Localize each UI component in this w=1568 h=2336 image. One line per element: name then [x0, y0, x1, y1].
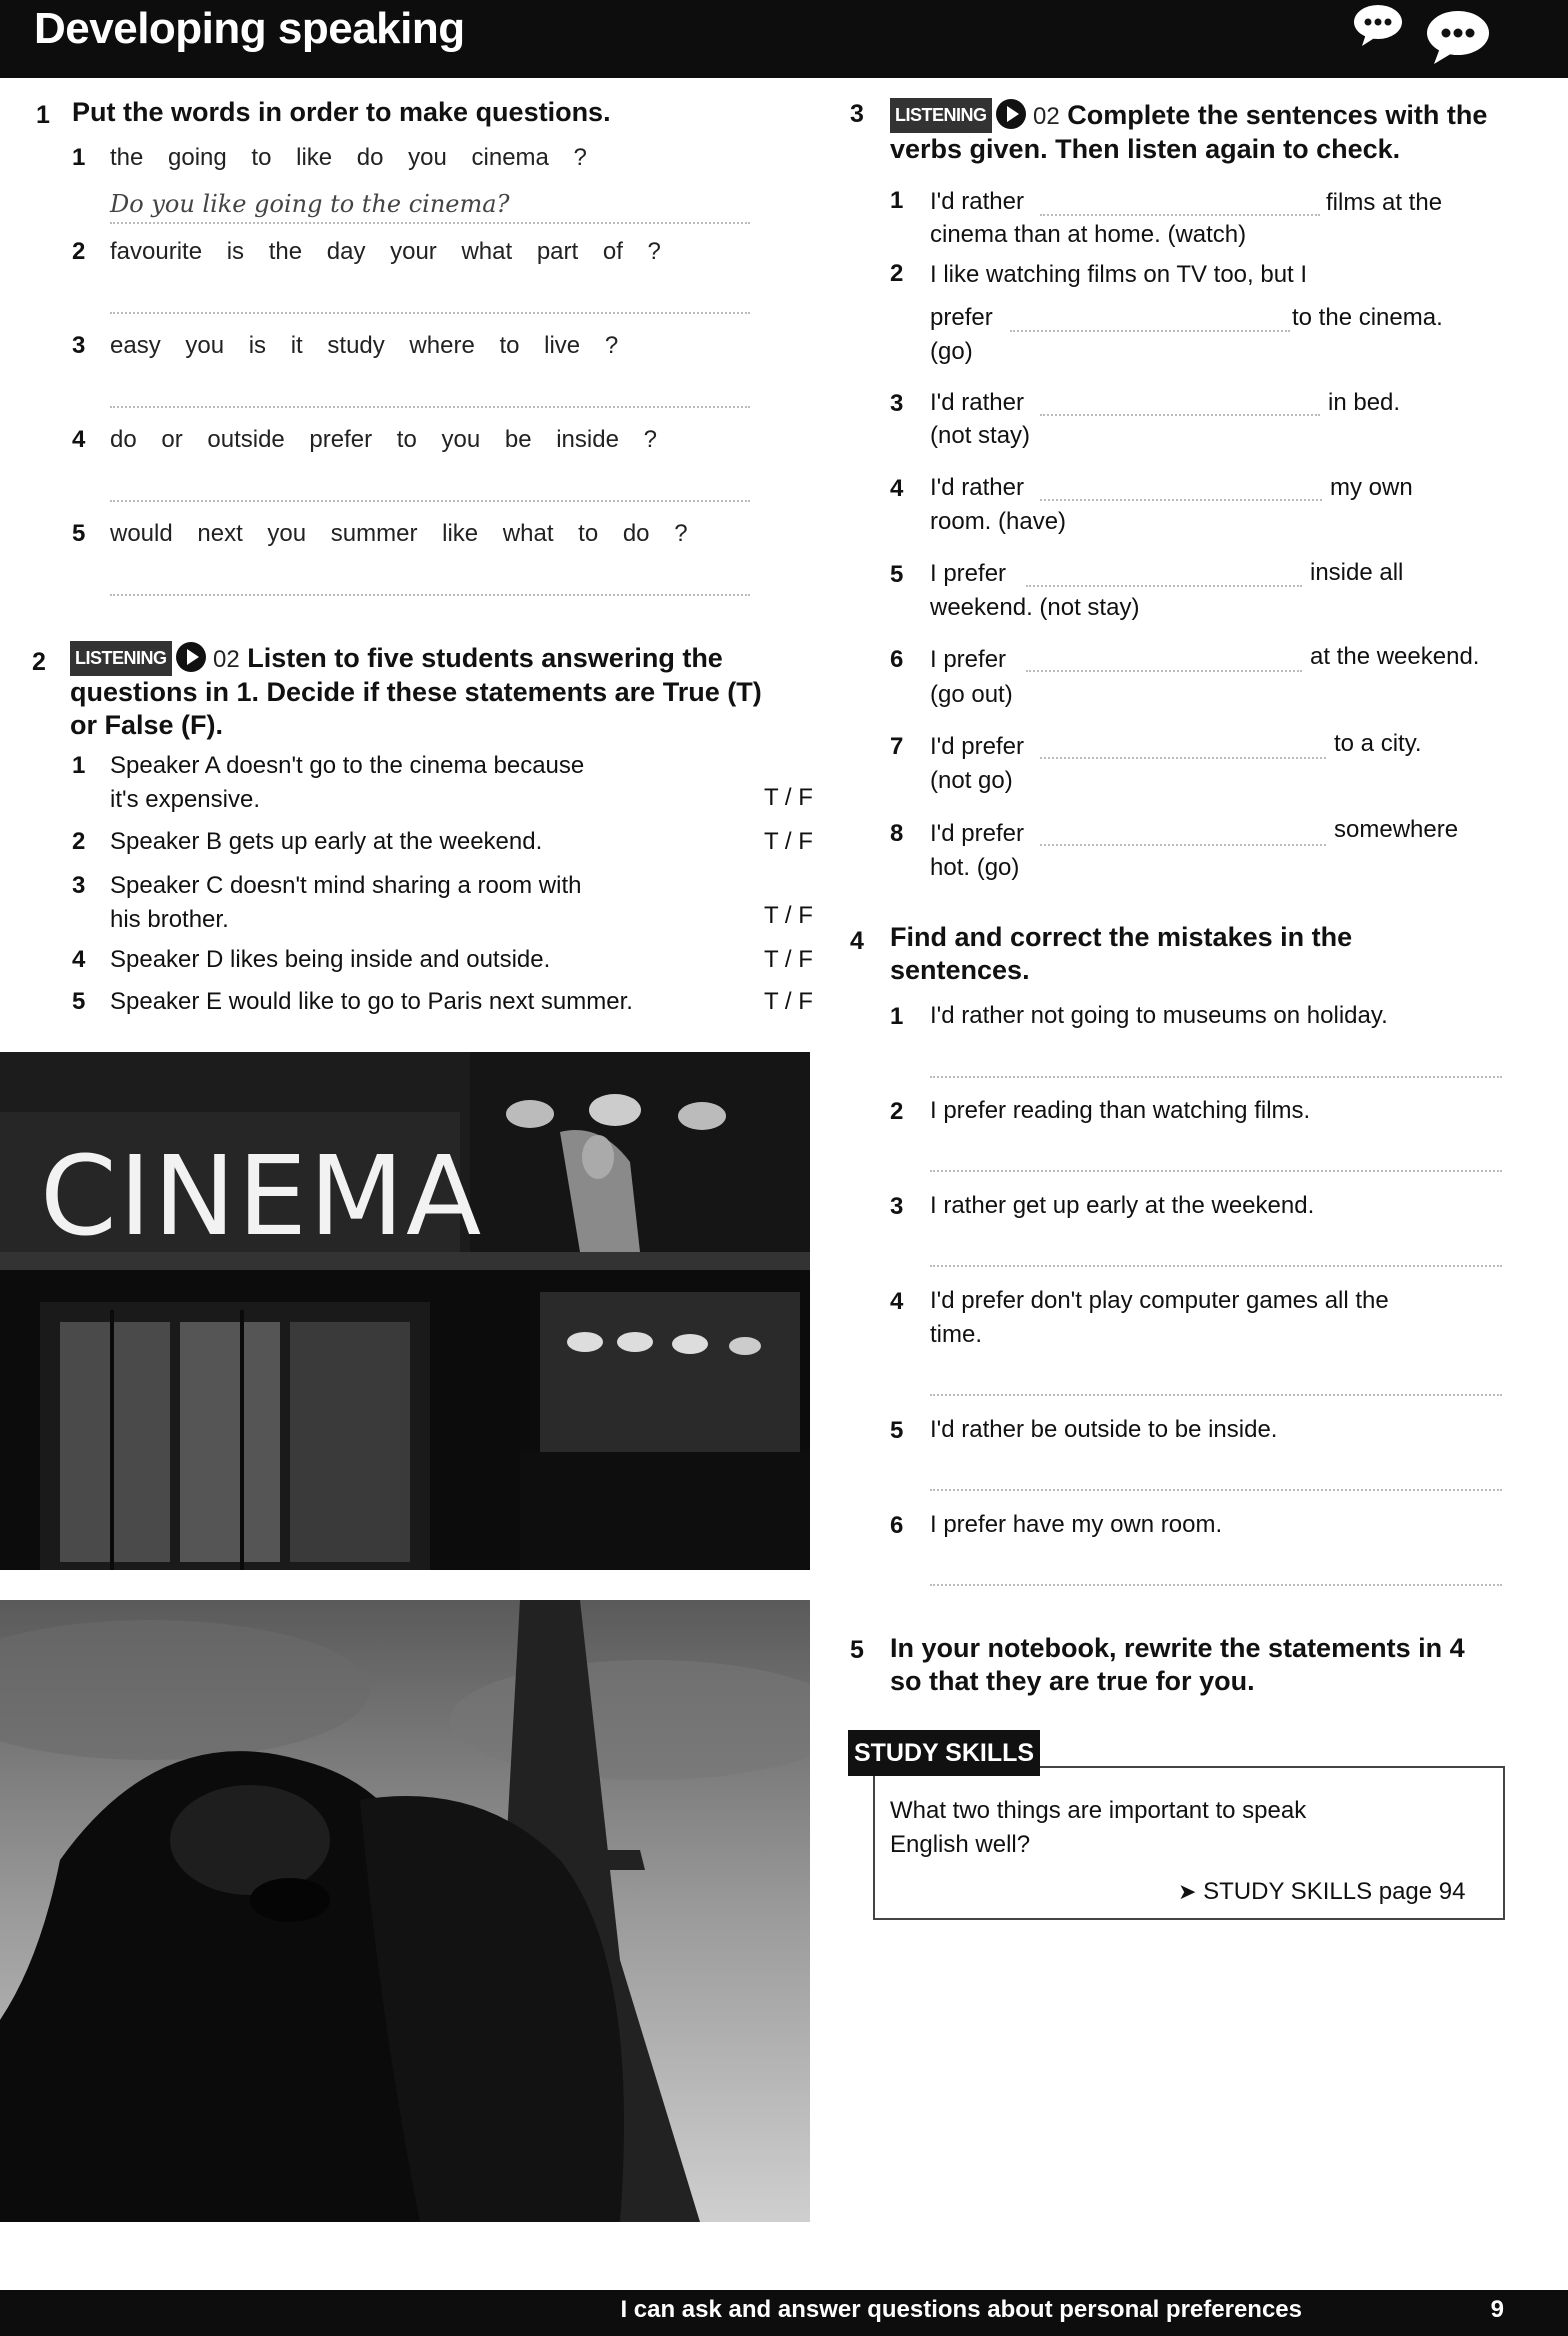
ex3-item-number: 2: [890, 260, 904, 287]
ex3-sentence-line2: (go out): [930, 681, 1013, 708]
track-number: 02: [213, 646, 240, 673]
ex1-scrambled-words: easy you is it study where to live ?: [110, 332, 619, 359]
ex3-item-number: 6: [890, 646, 904, 673]
ex4-sentence: I prefer have my own room.: [930, 1511, 1223, 1538]
ex4-item-number: 6: [890, 1512, 904, 1539]
ex3-sentence-end: to a city.: [1334, 730, 1422, 757]
speech-bubble-icon: [1352, 2, 1404, 48]
ex2-statement: Speaker C doesn't mind sharing a room with his brother.: [110, 872, 582, 933]
answer-line[interactable]: [930, 1489, 1502, 1491]
ex3-sentence-start: I'd rather: [930, 389, 1024, 416]
ex3-sentence-start: I'd rather: [930, 188, 1024, 215]
true-false-choice[interactable]: T / F: [764, 828, 813, 855]
exercise-3-heading: [890, 98, 1530, 166]
ex2-statement: Speaker B gets up early at the weekend.: [110, 828, 543, 855]
exercise-2-heading: [70, 641, 810, 742]
exercise-1-heading: Put the words in order to make questions.: [72, 97, 611, 127]
ex3-sentence-start: I'd prefer: [930, 733, 1024, 760]
ex3-sentence-start: I'd prefer: [930, 820, 1024, 847]
ex1-item-number: 1: [72, 144, 86, 171]
answer-line[interactable]: [930, 1265, 1502, 1267]
page-number: 9: [1490, 2296, 1504, 2323]
ex4-item-number: 4: [890, 1288, 904, 1315]
paris-selfie-photo: [0, 1600, 810, 2222]
cinema-photo: [0, 1052, 810, 1570]
listening-tag: LISTENING: [890, 98, 992, 133]
exercise-5-number: 5: [850, 1636, 864, 1664]
ex3-sentence-line2: hot. (go): [930, 854, 1020, 881]
answer-line[interactable]: [930, 1170, 1502, 1172]
answer-line[interactable]: [110, 500, 750, 502]
ex2-statement: Speaker E would like to go to Paris next summer.: [110, 988, 633, 1015]
ex1-item-number: 3: [72, 332, 86, 359]
ex3-sentence-end: in bed.: [1328, 389, 1401, 416]
ex3-sentence-end: somewhere: [1334, 816, 1459, 843]
ex1-example-answer: Do you like going to the cinema?: [110, 190, 510, 218]
play-icon[interactable]: [996, 99, 1026, 129]
ex4-sentence: I prefer reading than watching films.: [930, 1097, 1311, 1124]
answer-line[interactable]: [930, 1076, 1502, 1078]
ex3-sentence-end: at the weekend.: [1310, 643, 1480, 670]
speech-bubble-icon: [1424, 6, 1492, 66]
exercise-5-heading: In your notebook, rewrite the statements in 4 so that they are true for you.: [890, 1633, 1465, 1696]
true-false-choice[interactable]: T / F: [764, 902, 813, 929]
answer-line[interactable]: [110, 222, 750, 224]
ex3-sentence-end: my own: [1330, 474, 1413, 501]
answer-line[interactable]: [110, 406, 750, 408]
gap-fill-line[interactable]: [1040, 414, 1320, 416]
study-skills-label: STUDY SKILLS: [848, 1730, 1040, 1776]
true-false-choice[interactable]: T / F: [764, 784, 813, 811]
exercise-4-number: 4: [850, 927, 864, 955]
exercise-1-number: 1: [36, 101, 50, 129]
ex4-sentence: I'd rather not going to museums on holiday.: [930, 1002, 1388, 1029]
ex1-item-number: 5: [72, 520, 86, 547]
page-title: Developing speaking: [34, 4, 465, 53]
ex3-sentence-line2: room. (have): [930, 508, 1067, 535]
ex2-item-number: 4: [72, 946, 86, 973]
ex2-item-number: 3: [72, 872, 86, 899]
ex3-item-number: 1: [890, 187, 904, 214]
ex1-scrambled-words: favourite is the day your what part of ?: [110, 238, 661, 265]
ex3-item-number: 3: [890, 390, 904, 417]
gap-fill-line[interactable]: [1026, 670, 1302, 672]
answer-line[interactable]: [110, 312, 750, 314]
ex2-item-number: 1: [72, 752, 86, 779]
answer-line[interactable]: [930, 1584, 1502, 1586]
ex1-scrambled-words: the going to like do you cinema ?: [110, 144, 587, 171]
gap-fill-line[interactable]: [1040, 757, 1326, 759]
listening-tag: LISTENING: [70, 641, 172, 676]
ex2-statement: Speaker D likes being inside and outside.: [110, 946, 551, 973]
gap-fill-line[interactable]: [1040, 844, 1326, 846]
ex3-sentence-end: inside all: [1310, 559, 1404, 586]
ex3-sentence-line2: (go): [930, 338, 973, 365]
ex1-item-number: 4: [72, 426, 86, 453]
ex3-sentence-end: films at the: [1326, 189, 1443, 216]
gap-fill-line[interactable]: [1040, 499, 1322, 501]
study-skills-question: What two things are important to speak English well?: [890, 1797, 1307, 1858]
heading-line: verbs given. Then listen again to check.: [890, 134, 1401, 164]
ex4-sentence: I'd prefer don't play computer games all the time.: [930, 1287, 1389, 1348]
ex3-sentence-pre: I like watching films on TV too, but I: [930, 261, 1308, 288]
ex3-sentence-start: I'd rather: [930, 474, 1024, 501]
ex3-sentence-end: to the cinema.: [1292, 304, 1443, 331]
ex3-sentence-start: I prefer: [930, 560, 1007, 587]
track-number: 02: [1033, 103, 1060, 130]
answer-line[interactable]: [110, 594, 750, 596]
ex1-item-number: 2: [72, 238, 86, 265]
ex3-item-number: 4: [890, 475, 904, 502]
exercise-4-heading: Find and correct the mistakes in the sentences.: [890, 922, 1353, 985]
ex2-statement: Speaker A doesn't go to the cinema because it's expensive.: [110, 752, 585, 813]
ex1-scrambled-words: would next you summer like what to do ?: [110, 520, 688, 547]
heading-line: questions in 1. Decide if these statements are True (T): [70, 677, 762, 707]
arrow-right-icon: ➤: [1178, 1879, 1197, 1904]
true-false-choice[interactable]: T / F: [764, 988, 813, 1015]
exercise-3-number: 3: [850, 100, 864, 128]
ex3-sentence-line2: weekend. (not stay): [930, 594, 1140, 621]
exercise-2-number: 2: [32, 648, 46, 676]
study-skills-link[interactable]: ➤ STUDY SKILLS page 94: [1178, 1878, 1466, 1905]
play-icon[interactable]: [176, 642, 206, 672]
ex4-item-number: 1: [890, 1003, 904, 1030]
gap-fill-line[interactable]: [1026, 585, 1302, 587]
ex2-item-number: 2: [72, 828, 86, 855]
ex4-item-number: 2: [890, 1098, 904, 1125]
ex4-item-number: 5: [890, 1417, 904, 1444]
footer-objective: I can ask and answer questions about personal preferences: [620, 2296, 1302, 2323]
true-false-choice[interactable]: T / F: [764, 946, 813, 973]
gap-fill-line[interactable]: [1010, 330, 1290, 332]
ex3-sentence-line2: cinema than at home. (watch): [930, 221, 1247, 248]
heading-line: Listen to five students answering the: [247, 643, 723, 673]
ex3-sentence-start: prefer: [930, 304, 993, 331]
heading-line: or False (F).: [70, 710, 224, 740]
heading-line: Complete the sentences with the: [1067, 100, 1488, 130]
answer-line[interactable]: [930, 1394, 1502, 1396]
ex4-item-number: 3: [890, 1193, 904, 1220]
gap-fill-line[interactable]: [1040, 214, 1320, 216]
ex4-sentence: I'd rather be outside to be inside.: [930, 1416, 1278, 1443]
ex3-item-number: 8: [890, 820, 904, 847]
ex3-sentence-start: I prefer: [930, 646, 1007, 673]
ex2-item-number: 5: [72, 988, 86, 1015]
ex3-item-number: 7: [890, 733, 904, 760]
ex4-sentence: I rather get up early at the weekend.: [930, 1192, 1315, 1219]
ex3-item-number: 5: [890, 561, 904, 588]
ex3-sentence-line2: (not go): [930, 767, 1013, 794]
ex1-scrambled-words: do or outside prefer to you be inside ?: [110, 426, 657, 453]
cinema-sign: CINEMA: [40, 1132, 484, 1260]
ex3-sentence-line2: (not stay): [930, 422, 1031, 449]
